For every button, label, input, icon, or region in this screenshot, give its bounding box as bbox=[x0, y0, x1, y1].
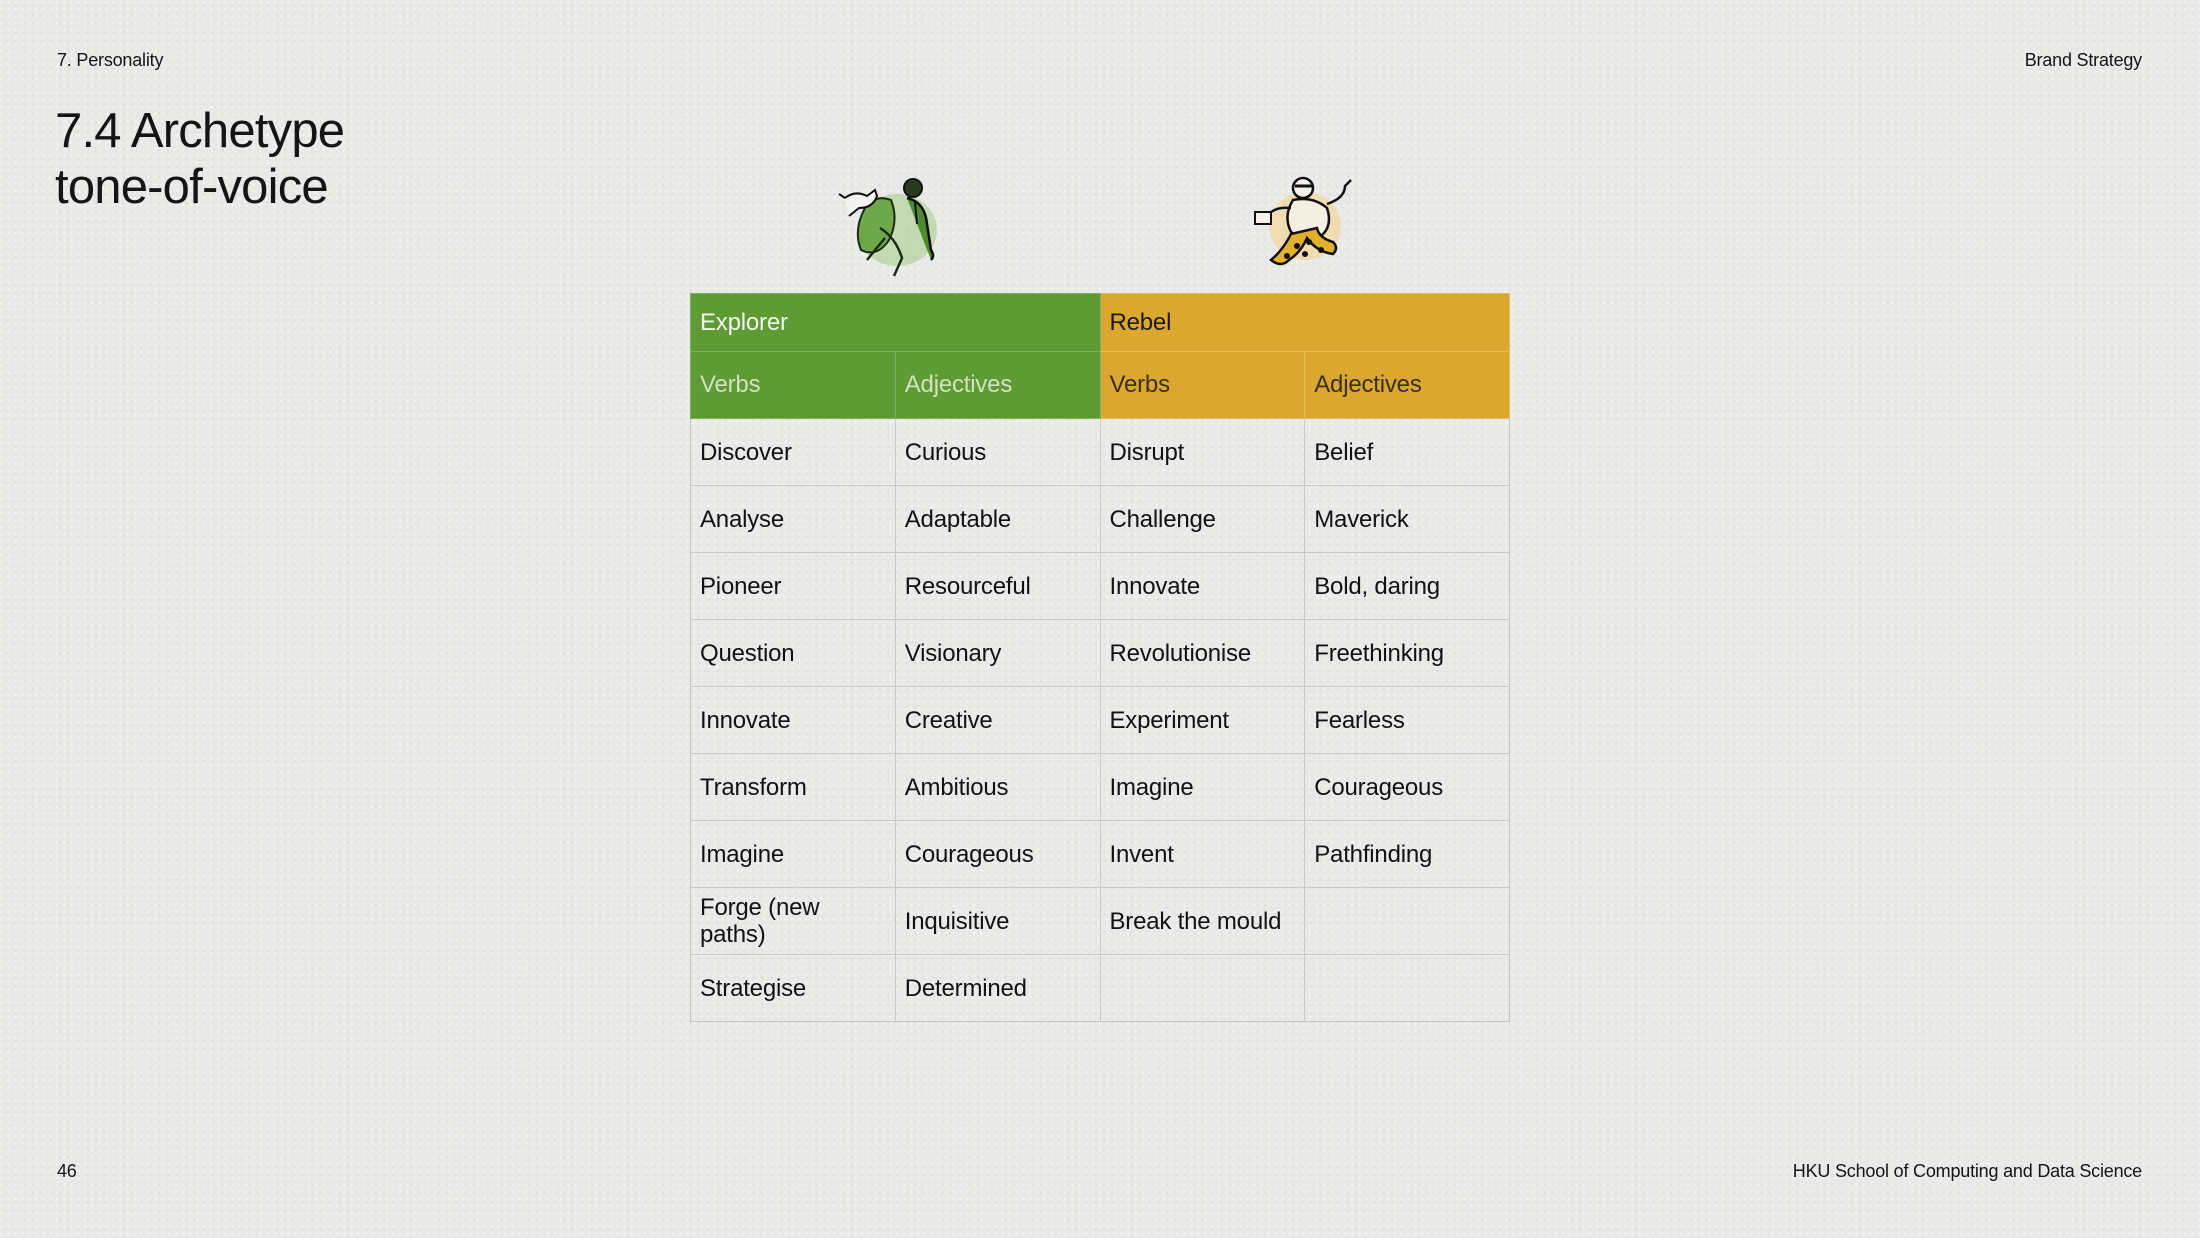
explorer-illustration-icon bbox=[825, 168, 965, 283]
rebel-header: Rebel bbox=[1100, 294, 1510, 352]
explorer-verb-cell: Imagine bbox=[691, 821, 896, 888]
explorer-verb-cell: Discover bbox=[691, 419, 896, 486]
rebel-illustration-icon bbox=[1235, 168, 1375, 283]
explorer-adjective-cell: Courageous bbox=[895, 821, 1100, 888]
organization-label: HKU School of Computing and Data Science bbox=[1792, 1161, 2142, 1181]
section-label: 7. Personality bbox=[57, 50, 164, 70]
archetype-table bbox=[690, 293, 1510, 1022]
explorer-verb-cell: Strategise bbox=[691, 955, 896, 1022]
rebel-adjective-cell: Fearless bbox=[1305, 687, 1510, 754]
explorer-adjective-cell: Ambitious bbox=[895, 754, 1100, 821]
rebel-verbs-header: Verbs bbox=[1100, 352, 1305, 419]
rebel-adjective-cell: Pathfinding bbox=[1305, 821, 1510, 888]
page-title-line-2: tone-of-voice bbox=[55, 160, 328, 214]
explorer-adjective-cell: Creative bbox=[895, 687, 1100, 754]
rebel-adjective-cell: Maverick bbox=[1305, 486, 1510, 553]
table-row bbox=[691, 888, 1510, 955]
rebel-adjective-cell: Courageous bbox=[1305, 754, 1510, 821]
page-title-line-1: 7.4 Archetype bbox=[55, 104, 345, 158]
rebel-verb-cell: Disrupt bbox=[1100, 419, 1305, 486]
explorer-adjective-cell: Curious bbox=[895, 419, 1100, 486]
rebel-adjectives-header: Adjectives bbox=[1305, 352, 1510, 419]
rebel-adjective-cell: Belief bbox=[1305, 419, 1510, 486]
rebel-verb-cell: Challenge bbox=[1100, 486, 1305, 553]
table-row bbox=[691, 687, 1510, 754]
table-body bbox=[691, 419, 1510, 1022]
explorer-verb-cell: Question bbox=[691, 620, 896, 687]
explorer-verb-cell: Pioneer bbox=[691, 553, 896, 620]
explorer-header: Explorer bbox=[691, 294, 1101, 352]
table-row bbox=[691, 486, 1510, 553]
rebel-verb-cell: Invent bbox=[1100, 821, 1305, 888]
rebel-verb-cell: Imagine bbox=[1100, 754, 1305, 821]
table-row bbox=[691, 553, 1510, 620]
table-row bbox=[691, 955, 1510, 1022]
rebel-adjective-cell bbox=[1305, 955, 1510, 1022]
table-row bbox=[691, 620, 1510, 687]
explorer-adjective-cell: Visionary bbox=[895, 620, 1100, 687]
explorer-verb-cell: Innovate bbox=[691, 687, 896, 754]
explorer-adjective-cell: Determined bbox=[895, 955, 1100, 1022]
page-title bbox=[55, 103, 344, 215]
explorer-adjective-cell: Inquisitive bbox=[895, 888, 1100, 955]
table-row bbox=[691, 754, 1510, 821]
explorer-adjective-cell: Adaptable bbox=[895, 486, 1100, 553]
explorer-verbs-header: Verbs bbox=[691, 352, 896, 419]
table-row bbox=[691, 419, 1510, 486]
rebel-adjective-cell: Bold, daring bbox=[1305, 553, 1510, 620]
rebel-verb-cell bbox=[1100, 955, 1305, 1022]
explorer-adjectives-header: Adjectives bbox=[895, 352, 1100, 419]
table-row bbox=[691, 821, 1510, 888]
rebel-adjective-cell: Freethinking bbox=[1305, 620, 1510, 687]
rebel-verb-cell: Experiment bbox=[1100, 687, 1305, 754]
explorer-verb-cell: Analyse bbox=[691, 486, 896, 553]
explorer-verb-cell: Forge (new paths) bbox=[691, 888, 896, 955]
document-label: Brand Strategy bbox=[2024, 50, 2142, 70]
rebel-adjective-cell bbox=[1305, 888, 1510, 955]
explorer-adjective-cell: Resourceful bbox=[895, 553, 1100, 620]
explorer-verb-cell: Transform bbox=[691, 754, 896, 821]
rebel-verb-cell: Innovate bbox=[1100, 553, 1305, 620]
page-number: 46 bbox=[57, 1161, 77, 1181]
rebel-verb-cell: Revolutionise bbox=[1100, 620, 1305, 687]
rebel-verb-cell: Break the mould bbox=[1100, 888, 1305, 955]
